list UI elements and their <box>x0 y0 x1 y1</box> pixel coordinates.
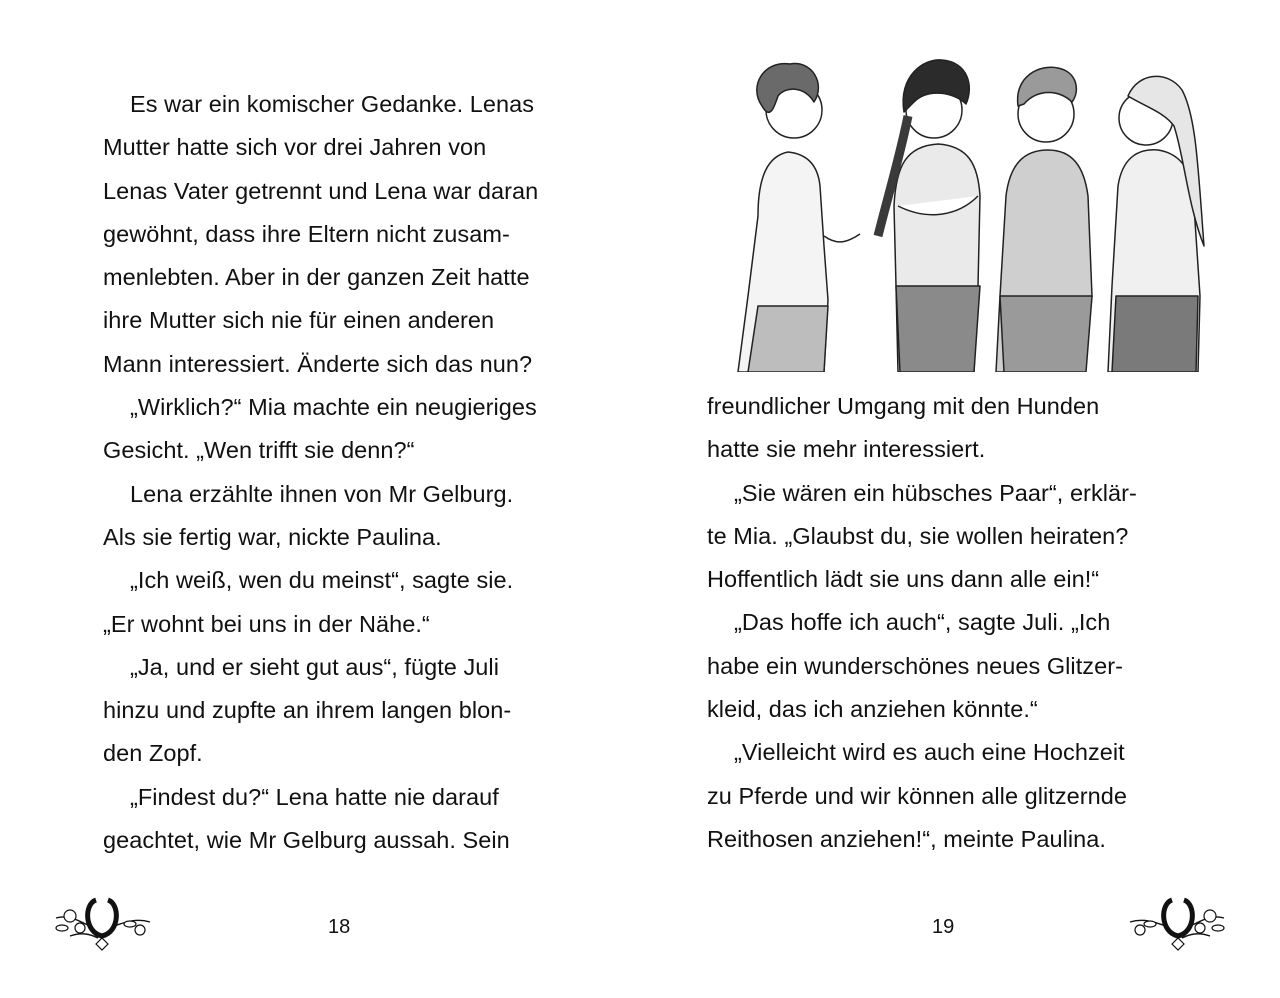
text-line: Als sie fertig war, nickte Paulina. <box>103 523 442 550</box>
horseshoe-flower-ornament-icon <box>1126 888 1230 956</box>
text-line: Lena erzählte ihnen von Mr Gelburg. <box>130 480 514 507</box>
page-number: 19 <box>932 916 955 938</box>
text-line: „Findest du?“ Lena hatte nie darauf <box>130 783 499 810</box>
text-line: „Vielleicht wird es auch eine Hochzeit <box>734 739 1125 766</box>
left-text-block <box>103 83 538 862</box>
text-line: „Wirklich?“ Mia machte ein neugieriges <box>130 394 537 421</box>
text-line: „Das hoffe ich auch“, sagte Juli. „Ich <box>734 609 1111 636</box>
text-line: Gesicht. „Wen trifft sie denn?“ <box>103 437 415 464</box>
text-line: zu Pferde und wir können alle glitzernde <box>707 782 1128 809</box>
text-line: Es war ein komischer Gedanke. Lenas <box>130 91 535 117</box>
girls-illustration <box>728 46 1208 372</box>
text-line: ihre Mutter sich nie für einen anderen <box>103 307 495 334</box>
text-line: menlebten. Aber in der ganzen Zeit hatte <box>103 264 530 291</box>
text-line: „Ja, und er sieht gut aus“, fügte Juli <box>130 653 499 680</box>
right-page <box>640 0 1280 998</box>
text-line: kleid, das ich anziehen könnte.“ <box>707 696 1038 723</box>
horseshoe-flower-ornament-icon <box>50 888 154 956</box>
text-line: Lenas Vater getrennt und Lena war daran <box>103 177 539 204</box>
page-number: 18 <box>328 916 351 938</box>
text-line: Hoffentlich lädt sie uns dann alle ein!“ <box>707 566 1100 593</box>
text-line: hinzu und zupfte an ihrem langen blon- <box>103 697 512 724</box>
text-line: habe ein wunderschönes neues Glitzer- <box>707 652 1123 679</box>
text-line: freundlicher Umgang mit den Hunden <box>707 393 1100 419</box>
text-line: Mann interessiert. Änderte sich das nun? <box>103 350 533 377</box>
text-line: hatte sie mehr interessiert. <box>707 436 986 463</box>
text-line: „Ich weiß, wen du meinst“, sagte sie. <box>130 567 514 594</box>
text-line: den Zopf. <box>103 740 203 767</box>
text-line: geachtet, wie Mr Gelburg aussah. Sein <box>103 827 510 854</box>
text-line: „Sie wären ein hübsches Paar“, erklär- <box>734 479 1137 506</box>
right-text-block <box>707 385 1137 861</box>
text-line: Reithosen anziehen!“, meinte Paulina. <box>707 825 1106 852</box>
text-line: „Er wohnt bei uns in der Nähe.“ <box>103 610 430 637</box>
text-line: Mutter hatte sich vor drei Jahren von <box>103 134 487 161</box>
text-line: te Mia. „Glaubst du, sie wollen heiraten? <box>707 522 1129 549</box>
text-line: gewöhnt, dass ihre Eltern nicht zusam- <box>103 220 510 247</box>
